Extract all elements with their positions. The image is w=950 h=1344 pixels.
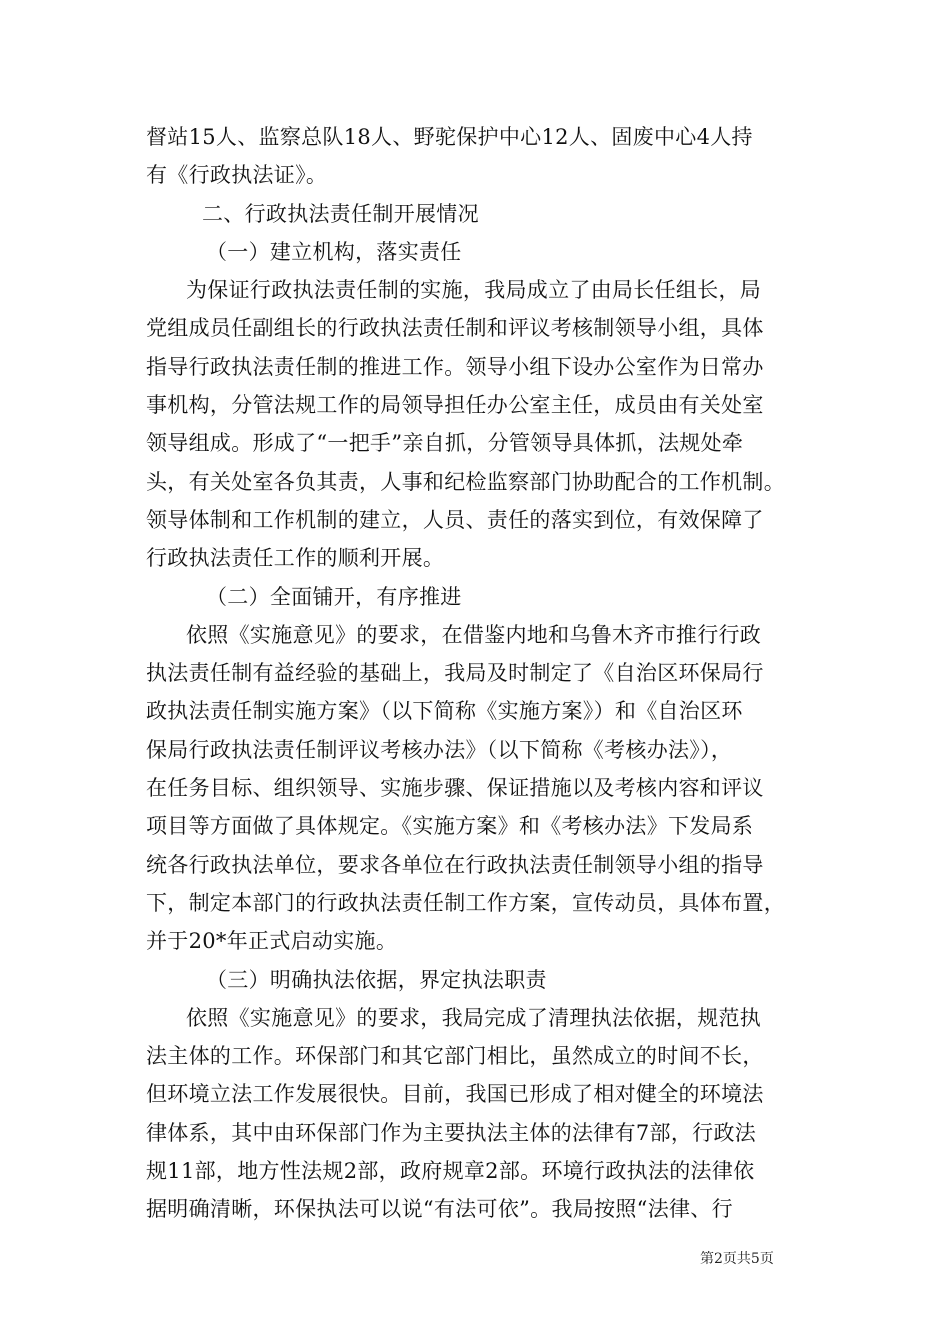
text-line: 在任务目标、组织领导、实施步骤、保证措施以及考核内容和评议 xyxy=(146,776,764,801)
subsection-heading: （一）建立机构，落实责任 xyxy=(206,239,462,264)
text-line: 政执法责任制实施方案》（以下简称《实施方案》）和《自治区环 xyxy=(146,699,743,724)
text-line: 头，有关处室各负其责，人事和纪检监察部门协助配合的工作机制。 xyxy=(146,469,785,494)
text-line: 指导行政执法责任制的推进工作。领导小组下设办公室作为日常办 xyxy=(146,354,764,379)
text-line: 项目等方面做了具体规定。《实施方案》和《考核办法》下发局系 xyxy=(146,814,754,839)
section-heading: 二、行政执法责任制开展情况 xyxy=(202,201,479,226)
text-line: 有《行政执法证》。 xyxy=(146,163,328,188)
document-body xyxy=(146,118,818,1229)
text-line: 保局行政执法责任制评议考核办法》（以下简称《考核办法》）， xyxy=(146,737,733,762)
text-line: 统各行政执法单位，要求各单位在行政执法责任制领导小组的指导 xyxy=(146,852,764,877)
paragraph-start: 依照《实施意见》的要求，在借鉴内地和乌鲁木齐市推行行政 xyxy=(186,622,762,647)
paragraph-start: 为保证行政执法责任制的实施，我局成立了由局长任组长，局 xyxy=(186,278,762,303)
page-number-footer: 第2页共5页 xyxy=(700,1251,774,1267)
text-line: 律体系，其中由环保部门作为主要执法主体的法律有7部，行政法 xyxy=(146,1120,757,1145)
text-line: 领导组成。形成了“一把手”亲自抓，分管领导具体抓，法规处牵 xyxy=(146,431,744,456)
text-line: 规11部，地方性法规2部，政府规章2部。环境行政执法的法律依 xyxy=(146,1159,755,1184)
text-line: 督站15人、监察总队18人、野驼保护中心12人、固废中心4人持 xyxy=(146,125,753,149)
paragraph-start: 依照《实施意见》的要求，我局完成了清理执法依据，规范执 xyxy=(186,1005,762,1030)
text-line: 法主体的工作。环保部门和其它部门相比，虽然成立的时间不长， xyxy=(146,1044,764,1069)
text-line: 据明确清晰，环保执法可以说“有法可依”。我局按照“法律、行 xyxy=(146,1197,733,1222)
text-line: 但环境立法工作发展很快。目前，我国已形成了相对健全的环境法 xyxy=(146,1082,764,1107)
text-line: 行政执法责任工作的顺利开展。 xyxy=(146,546,445,571)
text-line: 领导体制和工作机制的建立，人员、责任的落实到位，有效保障了 xyxy=(146,507,764,532)
text-line: 下，制定本部门的行政执法责任制工作方案，宣传动员，具体布置， xyxy=(146,890,785,915)
text-line: 并于20*年正式启动实施。 xyxy=(146,929,398,954)
text-line: 党组成员任副组长的行政执法责任制和评议考核制领导小组，具体 xyxy=(146,316,764,341)
subsection-heading: （三）明确执法依据，界定执法职责 xyxy=(206,967,547,992)
text-line: 执法责任制有益经验的基础上，我局及时制定了《自治区环保局行 xyxy=(146,661,764,686)
text-line: 事机构，分管法规工作的局领导担任办公室主任，成员由有关处室 xyxy=(146,393,764,418)
subsection-heading: （二）全面铺开，有序推进 xyxy=(206,584,462,609)
